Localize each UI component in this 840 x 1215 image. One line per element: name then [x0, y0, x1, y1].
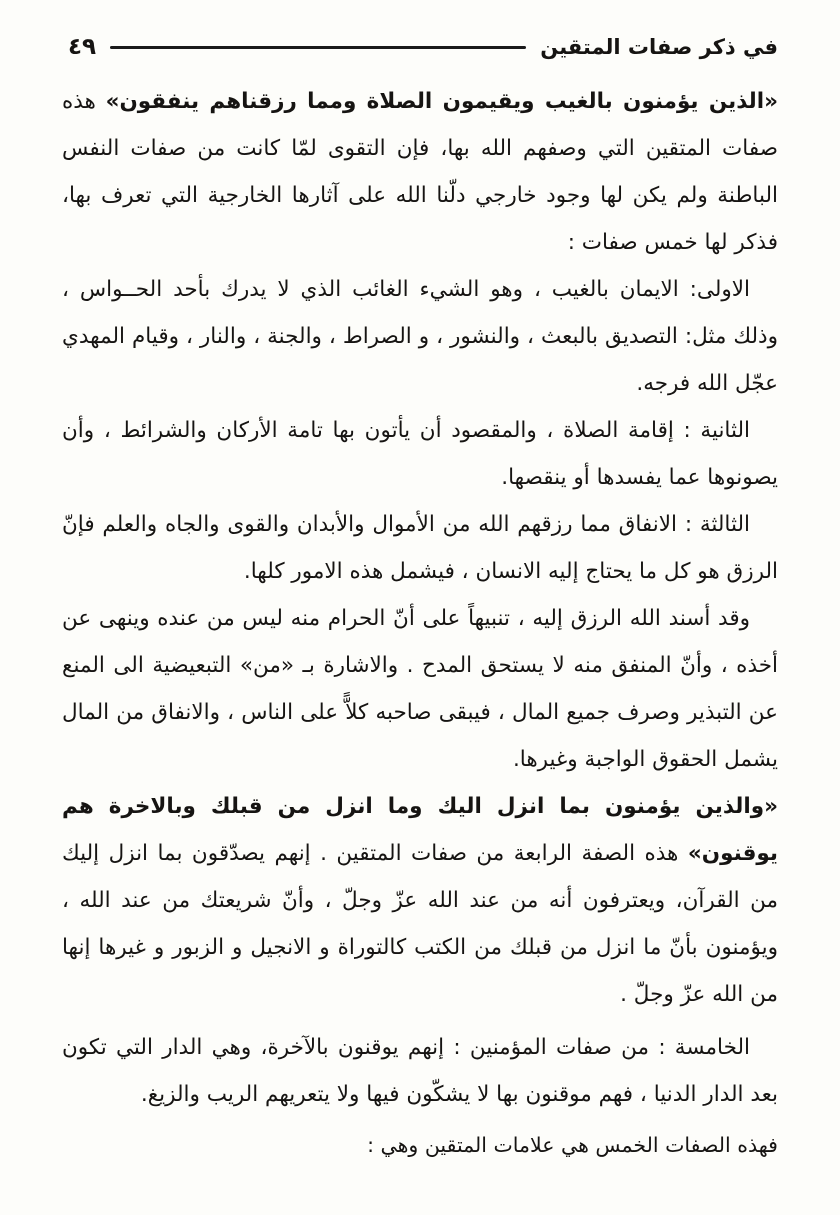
header-rule	[110, 46, 526, 49]
paragraph-text: وقد أسند الله الرزق إليه ، تنبيهاً على أنّ الحرام منه ليس من عنده وينهى عن أخذه ، وأنّ المنفق منه لا يستحق المدح . والاشارة بـ «من» التبعيضية الى المنع عن التبذير وصرف جميع المال ، فيبقى صاحبه كلاًّ على الناس ، والانفاق من المال يشمل الحقوق الواجبة وغيرها.	[62, 606, 778, 772]
quran-verse: «والذين يؤمنون بما انزل اليك وما انزل من قبلك وبالاخرة هم يوقنون»	[62, 794, 778, 866]
paragraph-text: الخامسة : من صفات المؤمنين : إنهم يوقنون بالآخرة، وهي الدار التي تكون بعد الدار الدنيا ، فهم موقنون بها لا يشكّون فيها ولا يتعريهم الريب والزيغ.	[62, 1035, 778, 1107]
paragraph-text: هذه الصفة الرابعة من صفات المتقين . إنهم يصدّقون بما انزل إليك من القرآن، ويعترفون أنه من عند الله عزّ وجلّ ، وأنّ شريعتك من عند الله ، ويؤمنون بأنّ ما انزل من قبلك من الكتب كالتوراة و الانجيل و الزبور و غيرها إنها من الله عزّ وجلّ .	[62, 841, 778, 1007]
paragraph-conclusion	[62, 1122, 778, 1169]
page-number: ٤٩	[68, 34, 97, 60]
paragraph-verse-1	[62, 78, 778, 266]
paragraph-text: الثانية : إقامة الصلاة ، والمقصود أن يأتون بها تامة الأركان والشرائط ، وأن يصونوها عما يفسدها أو ينقصها.	[62, 418, 778, 490]
paragraph-text: هذه صفات المتقين التي وصفهم الله بها، فإن التقوى لمّا كانت من صفات النفس الباطنة ولم يكن لها وجود خارجي دلّنا الله على آثارها الخارجية التي تعرف بها، فذكر لها خمس صفات :	[62, 89, 778, 255]
paragraph-verse-2	[62, 783, 778, 1018]
paragraph-fifth-attribute	[62, 1024, 778, 1118]
paragraph-text: الاولى: الايمان بالغيب ، وهو الشيء الغائب الذي لا يدرك بأحد الحــواس ، وذلك مثل: التصديق بالبعث ، والنشور ، و الصراط ، والجنة ، والنار ، وقيام المهدي عجّل الله فرجه.	[62, 277, 778, 396]
page-body	[62, 78, 778, 1169]
paragraph-second-attribute	[62, 407, 778, 501]
paragraph-text: فهذه الصفات الخمس هي علامات المتقين وهي :	[367, 1133, 778, 1157]
paragraph-text: الثالثة : الانفاق مما رزقهم الله من الأموال والأبدان والقوى والجاه والعلم فإنّ الرزق هو كل ما يحتاج إليه الانسان ، فيشمل هذه الامور كلها.	[62, 512, 778, 584]
paragraph-first-attribute	[62, 266, 778, 407]
paragraph-third-attribute	[62, 501, 778, 595]
paragraph-rizq-commentary	[62, 595, 778, 783]
chapter-title: في ذكر صفات المتقين	[540, 35, 778, 59]
quran-verse: «الذين يؤمنون بالغيب ويقيمون الصلاة ومما رزقناهم ينفقون»	[105, 89, 778, 114]
page-header	[62, 30, 778, 64]
